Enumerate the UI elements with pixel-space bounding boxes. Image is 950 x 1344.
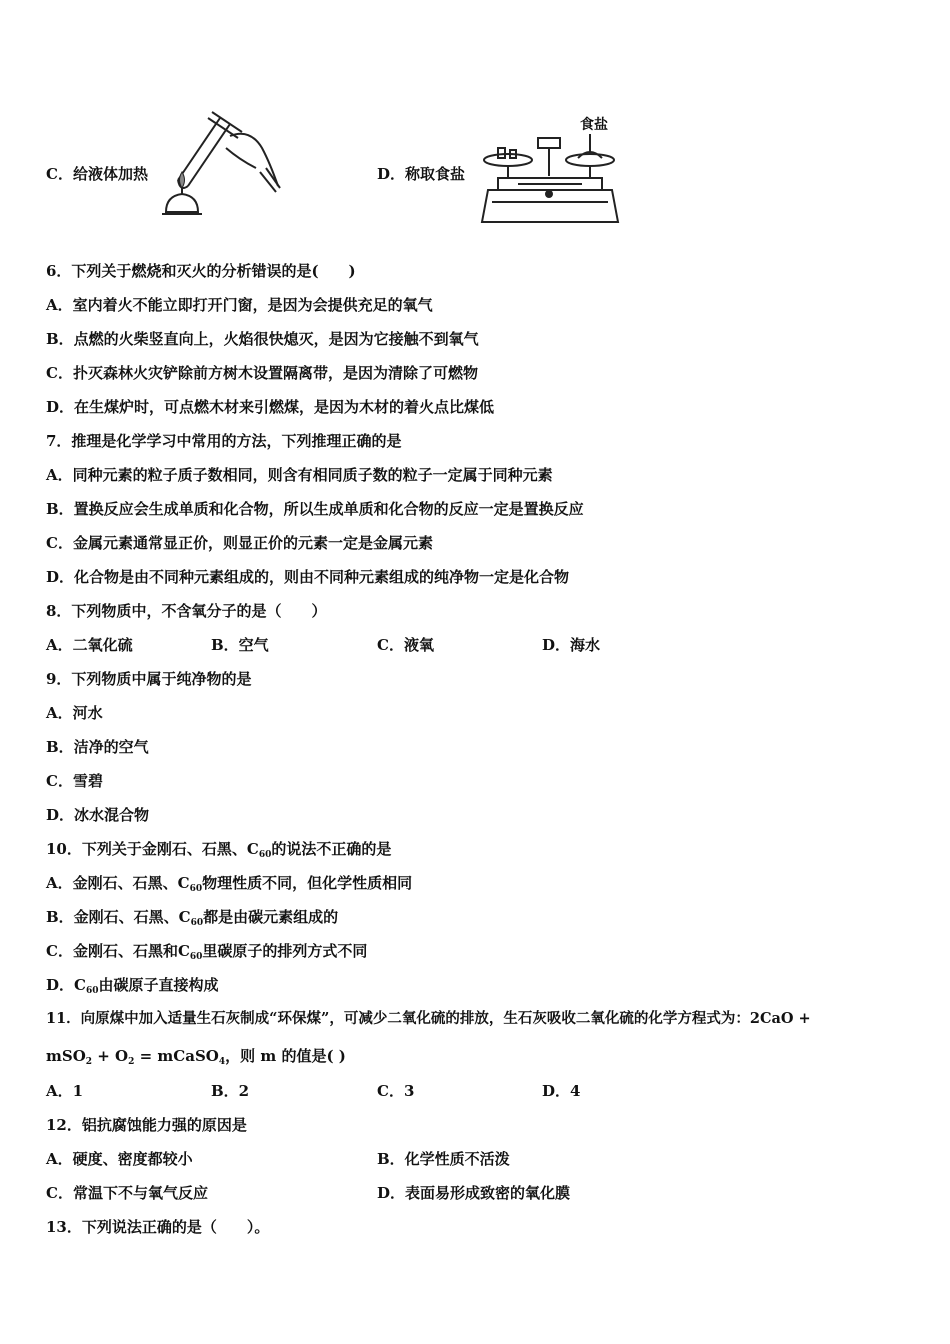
q7-stem: 7．推理是化学学习中常用的方法，下列推理正确的是 bbox=[46, 432, 402, 450]
q9-stem: 9．下列物质中属于纯净物的是 bbox=[46, 670, 252, 688]
q5-option-c: C．给液体加热 bbox=[46, 165, 148, 183]
q9-option-c: C．雪碧 bbox=[46, 772, 103, 790]
q7-option-c: C．金属元素通常显正价，则显正价的元素一定是金属元素 bbox=[46, 534, 433, 552]
q7-option-b: B．置换反应会生成单质和化合物，所以生成单质和化合物的反应一定是置换反应 bbox=[46, 500, 584, 518]
heating-liquid-illustration bbox=[160, 108, 285, 226]
q10-option-c: C．金刚石、石黑和$C_{60}$里碳原子的排列方式不同 bbox=[46, 942, 368, 962]
q6-stem: 6．下列关于燃烧和灭火的分析错误的是( ) bbox=[46, 262, 356, 280]
q8-stem: 8．下列物质中，不含氧分子的是（ ） bbox=[46, 602, 327, 620]
q7-option-d: D．化合物是由不同种元素组成的，则由不同种元素组成的纯净物一定是化合物 bbox=[46, 568, 570, 586]
q9-option-a: A．河水 bbox=[46, 704, 103, 722]
q8-option-b: B．空气 bbox=[211, 636, 269, 654]
salt-label: 食盐 bbox=[580, 117, 608, 133]
q6-option-b: B．点燃的火柴竖直向上，火焰很快熄灭，是因为它接触不到氧气 bbox=[46, 330, 479, 348]
q10-option-b: B．金刚石、石黑、$C_{60}$都是由碳元素组成的 bbox=[46, 908, 339, 928]
balance-scale-illustration bbox=[478, 132, 623, 230]
q12-option-d: D．表面易形成致密的氧化膜 bbox=[377, 1184, 571, 1202]
q12-option-a: A．硬度、密度都较小 bbox=[46, 1150, 193, 1168]
q13-stem: 13．下列说法正确的是（ ）。 bbox=[46, 1218, 270, 1236]
q7-option-a: A．同种元素的粒子质子数相同，则含有相同质子数的粒子一定属于同种元素 bbox=[46, 466, 553, 484]
q11-stem-line2: $mSO_2 + O_2$ = mCaSO$_4$，则 m 的值是( ) bbox=[46, 1047, 346, 1067]
q11-stem-line1: 11．向原煤中加入适量生石灰制成“环保煤”，可减少二氧化硫的排放，生石灰吸收二氧化硫的化学方程式为：2CaO + bbox=[46, 1010, 811, 1027]
q8-option-a: A．二氧化硫 bbox=[46, 636, 133, 654]
q11-option-a: A．1 bbox=[46, 1082, 84, 1100]
q9-option-d: D．冰水混合物 bbox=[46, 806, 150, 824]
q11-option-b: B．2 bbox=[211, 1082, 250, 1100]
q11-option-d: D．4 bbox=[542, 1082, 581, 1100]
q11-option-c: C．3 bbox=[377, 1082, 415, 1100]
q6-option-c: C．扑灭森林火灾铲除前方树木设置隔离带，是因为清除了可燃物 bbox=[46, 364, 478, 382]
q5-option-d: D．称取食盐 bbox=[377, 165, 466, 183]
q6-option-d: D．在生煤炉时，可点燃木材来引燃煤，是因为木材的着火点比煤低 bbox=[46, 398, 495, 416]
q12-stem: 12．铝抗腐蚀能力强的原因是 bbox=[46, 1116, 247, 1134]
q6-option-a: A．室内着火不能立即打开门窗，是因为会提供充足的氧气 bbox=[46, 296, 433, 314]
q12-option-c: C．常温下不与氧气反应 bbox=[46, 1184, 208, 1202]
q10-option-d: D．$C_{60}$由碳原子直接构成 bbox=[46, 976, 219, 996]
q8-option-d: D．海水 bbox=[542, 636, 601, 654]
q10-option-a: A．金刚石、石黑、$C_{60}$物理性质不同，但化学性质相同 bbox=[46, 874, 413, 894]
q12-option-b: B．化学性质不活泼 bbox=[377, 1150, 510, 1168]
q8-option-c: C．液氧 bbox=[377, 636, 434, 654]
q10-stem: 10．下列关于金刚石、石黑、$C_{60}$的说法不正确的是 bbox=[46, 840, 392, 860]
q9-option-b: B．洁净的空气 bbox=[46, 738, 149, 756]
